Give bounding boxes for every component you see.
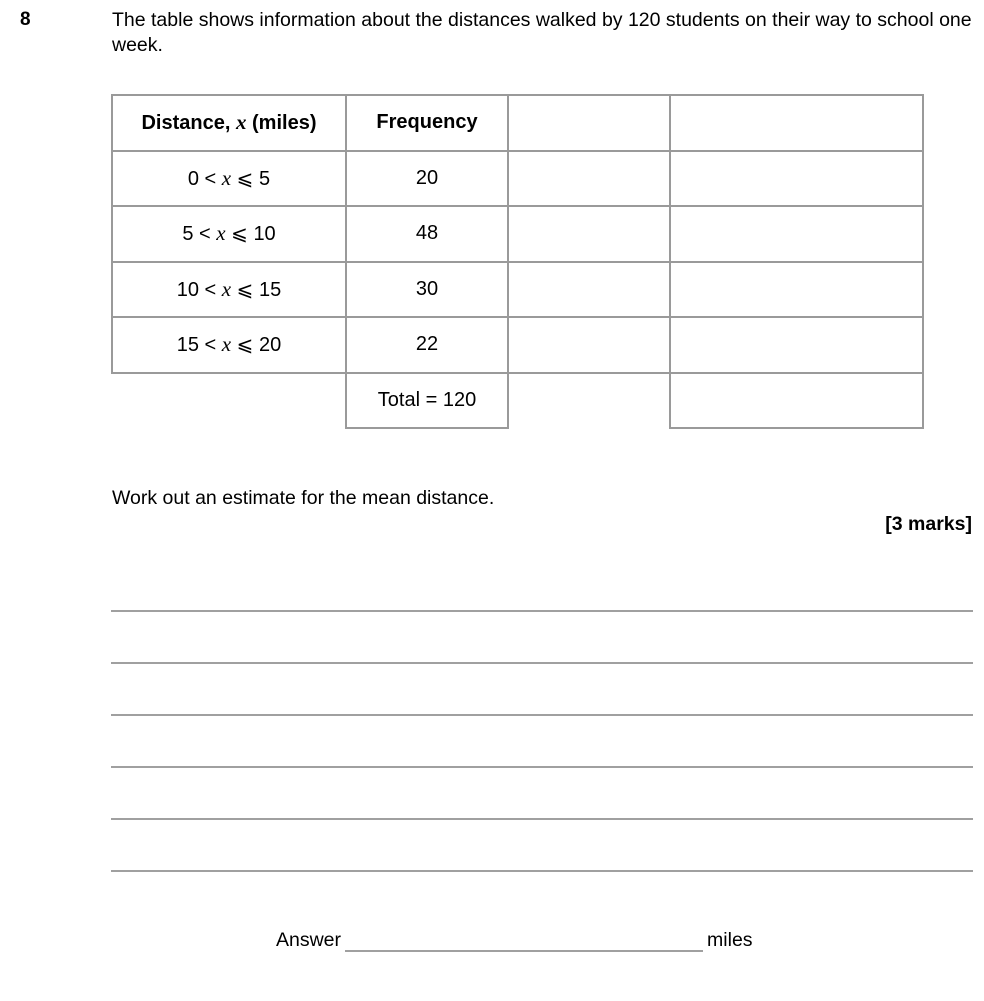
distance-header-suffix: (miles) xyxy=(246,112,317,135)
table-row xyxy=(112,262,923,318)
total-row xyxy=(112,373,923,429)
blank-cell[interactable] xyxy=(508,151,670,207)
distance-cell: 0 < x ⩽ 5 xyxy=(112,151,346,207)
blank-header-cell-4[interactable] xyxy=(670,95,923,151)
marks-label: [3 marks] xyxy=(885,513,972,535)
blank-cell[interactable] xyxy=(508,206,670,262)
answer-label: Answer xyxy=(276,929,342,951)
table-row xyxy=(112,206,923,262)
question-intro: The table shows information about the distances walked by 120 students on their way to school one week. xyxy=(112,9,972,56)
frequency-cell: 20 xyxy=(346,151,508,207)
working-line[interactable] xyxy=(111,766,973,768)
distance-header-prefix: Distance, xyxy=(141,112,236,135)
distance-cell: 15 < x ⩽ 20 xyxy=(112,317,346,373)
empty-cell xyxy=(508,373,670,429)
question-prompt: Work out an estimate for the mean distance. xyxy=(112,487,495,509)
blank-cell[interactable] xyxy=(670,262,923,318)
blank-cell[interactable] xyxy=(508,317,670,373)
blank-cell[interactable] xyxy=(670,317,923,373)
answer-row xyxy=(276,928,753,952)
answer-input-line[interactable] xyxy=(345,928,703,952)
answer-unit: miles xyxy=(707,929,753,951)
frequency-header: Frequency xyxy=(346,95,508,151)
total-cell: Total = 120 xyxy=(346,373,508,429)
frequency-cell: 48 xyxy=(346,206,508,262)
working-line[interactable] xyxy=(111,610,973,612)
frequency-cell: 30 xyxy=(346,262,508,318)
distance-cell: 5 < x ⩽ 10 xyxy=(112,206,346,262)
distance-cell: 10 < x ⩽ 15 xyxy=(112,262,346,318)
working-line[interactable] xyxy=(111,662,973,664)
question-number: 8 xyxy=(20,9,31,30)
blank-header-cell-3[interactable] xyxy=(508,95,670,151)
blank-total-cell[interactable] xyxy=(670,373,923,429)
blank-cell[interactable] xyxy=(670,206,923,262)
working-line[interactable] xyxy=(111,818,973,820)
working-line[interactable] xyxy=(111,714,973,716)
blank-cell[interactable] xyxy=(670,151,923,207)
working-line[interactable] xyxy=(111,870,973,872)
table-row xyxy=(112,151,923,207)
table-header-row xyxy=(112,95,923,151)
empty-cell xyxy=(112,373,346,429)
frequency-cell: 22 xyxy=(346,317,508,373)
frequency-table xyxy=(111,94,924,429)
distance-header-variable: x xyxy=(235,110,247,135)
blank-cell[interactable] xyxy=(508,262,670,318)
distance-header xyxy=(112,95,346,151)
table-row xyxy=(112,317,923,373)
